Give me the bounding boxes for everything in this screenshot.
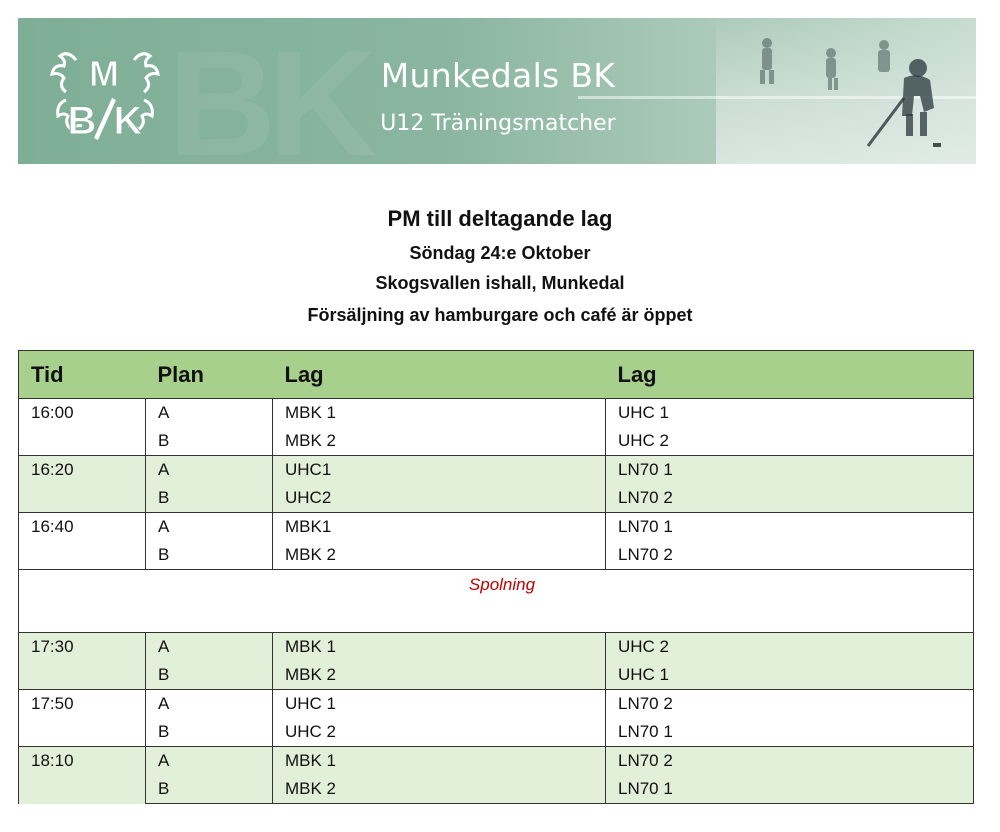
header-lag-home: Lag xyxy=(273,351,606,399)
table-row xyxy=(19,513,974,542)
rink-plan: B xyxy=(146,541,273,570)
memo-date: Söndag 24:e Oktober xyxy=(409,243,591,263)
break-row xyxy=(19,570,974,633)
rink-plan: A xyxy=(146,690,273,719)
team-away: LN70 1 xyxy=(606,775,974,804)
team-home: MBK1 xyxy=(273,513,606,542)
team-home: MBK 1 xyxy=(273,633,606,662)
table-row xyxy=(19,718,974,747)
table-row xyxy=(19,484,974,513)
match-time: 18:10 xyxy=(19,747,146,804)
header-banner xyxy=(18,18,976,164)
table-row xyxy=(19,427,974,456)
rink-plan: B xyxy=(146,427,273,456)
team-away: LN70 2 xyxy=(606,747,974,776)
team-home: MBK 1 xyxy=(273,399,606,428)
rink-plan: B xyxy=(146,718,273,747)
team-away: LN70 2 xyxy=(606,690,974,719)
table-row xyxy=(19,690,974,719)
logo-letter-b: B xyxy=(67,99,97,143)
team-away: LN70 1 xyxy=(606,456,974,485)
match-time: 17:30 xyxy=(19,633,146,690)
match-time: 16:40 xyxy=(19,513,146,570)
table-row xyxy=(19,399,974,428)
table-row xyxy=(19,747,974,776)
team-away: UHC 2 xyxy=(606,633,974,662)
team-away: LN70 2 xyxy=(606,541,974,570)
logo-letter-k: K xyxy=(113,99,143,143)
team-away: UHC 1 xyxy=(606,399,974,428)
rink-plan: B xyxy=(146,484,273,513)
team-away: LN70 1 xyxy=(606,718,974,747)
table-header-row xyxy=(19,351,974,399)
memo-venue: Skogsvallen ishall, Munkedal xyxy=(375,273,625,293)
rink-plan: A xyxy=(146,456,273,485)
team-away: LN70 2 xyxy=(606,484,974,513)
table-row xyxy=(19,775,974,804)
team-home: MBK 2 xyxy=(273,427,606,456)
event-subtitle: U12 Träningsmatcher xyxy=(380,111,616,136)
team-home: MBK 2 xyxy=(273,541,606,570)
team-home: MBK 2 xyxy=(273,775,606,804)
logo-letter-m: M xyxy=(89,53,119,94)
header-plan: Plan xyxy=(146,351,273,399)
club-name: Munkedals BK xyxy=(380,56,616,95)
team-home: MBK 1 xyxy=(273,747,606,776)
rink-plan: B xyxy=(146,661,273,690)
team-home: MBK 2 xyxy=(273,661,606,690)
memo-title: PM till deltagande lag xyxy=(387,206,613,231)
ice-resurfacing-note: Spolning xyxy=(19,570,974,633)
club-logo-icon xyxy=(46,40,164,144)
hockey-players-photo xyxy=(718,28,968,158)
team-away: UHC 2 xyxy=(606,427,974,456)
match-time: 17:50 xyxy=(19,690,146,747)
match-schedule-table xyxy=(18,350,974,804)
table-row xyxy=(19,661,974,690)
header-tid: Tid xyxy=(19,351,146,399)
match-time: 16:00 xyxy=(19,399,146,456)
team-away: LN70 1 xyxy=(606,513,974,542)
team-home: UHC2 xyxy=(273,484,606,513)
rink-plan: A xyxy=(146,513,273,542)
match-time: 16:20 xyxy=(19,456,146,513)
memo-notice: Försäljning av hamburgare och café är öppet xyxy=(307,305,693,325)
team-home: UHC 1 xyxy=(273,690,606,719)
table-row xyxy=(19,541,974,570)
team-away: UHC 1 xyxy=(606,661,974,690)
banner-watermark: BK xyxy=(168,19,369,164)
team-home: UHC 2 xyxy=(273,718,606,747)
table-row xyxy=(19,633,974,662)
header-lag-away: Lag xyxy=(606,351,974,399)
rink-plan: A xyxy=(146,747,273,776)
rink-plan: A xyxy=(146,399,273,428)
rink-plan: A xyxy=(146,633,273,662)
rink-plan: B xyxy=(146,775,273,804)
table-row xyxy=(19,456,974,485)
team-home: UHC1 xyxy=(273,456,606,485)
